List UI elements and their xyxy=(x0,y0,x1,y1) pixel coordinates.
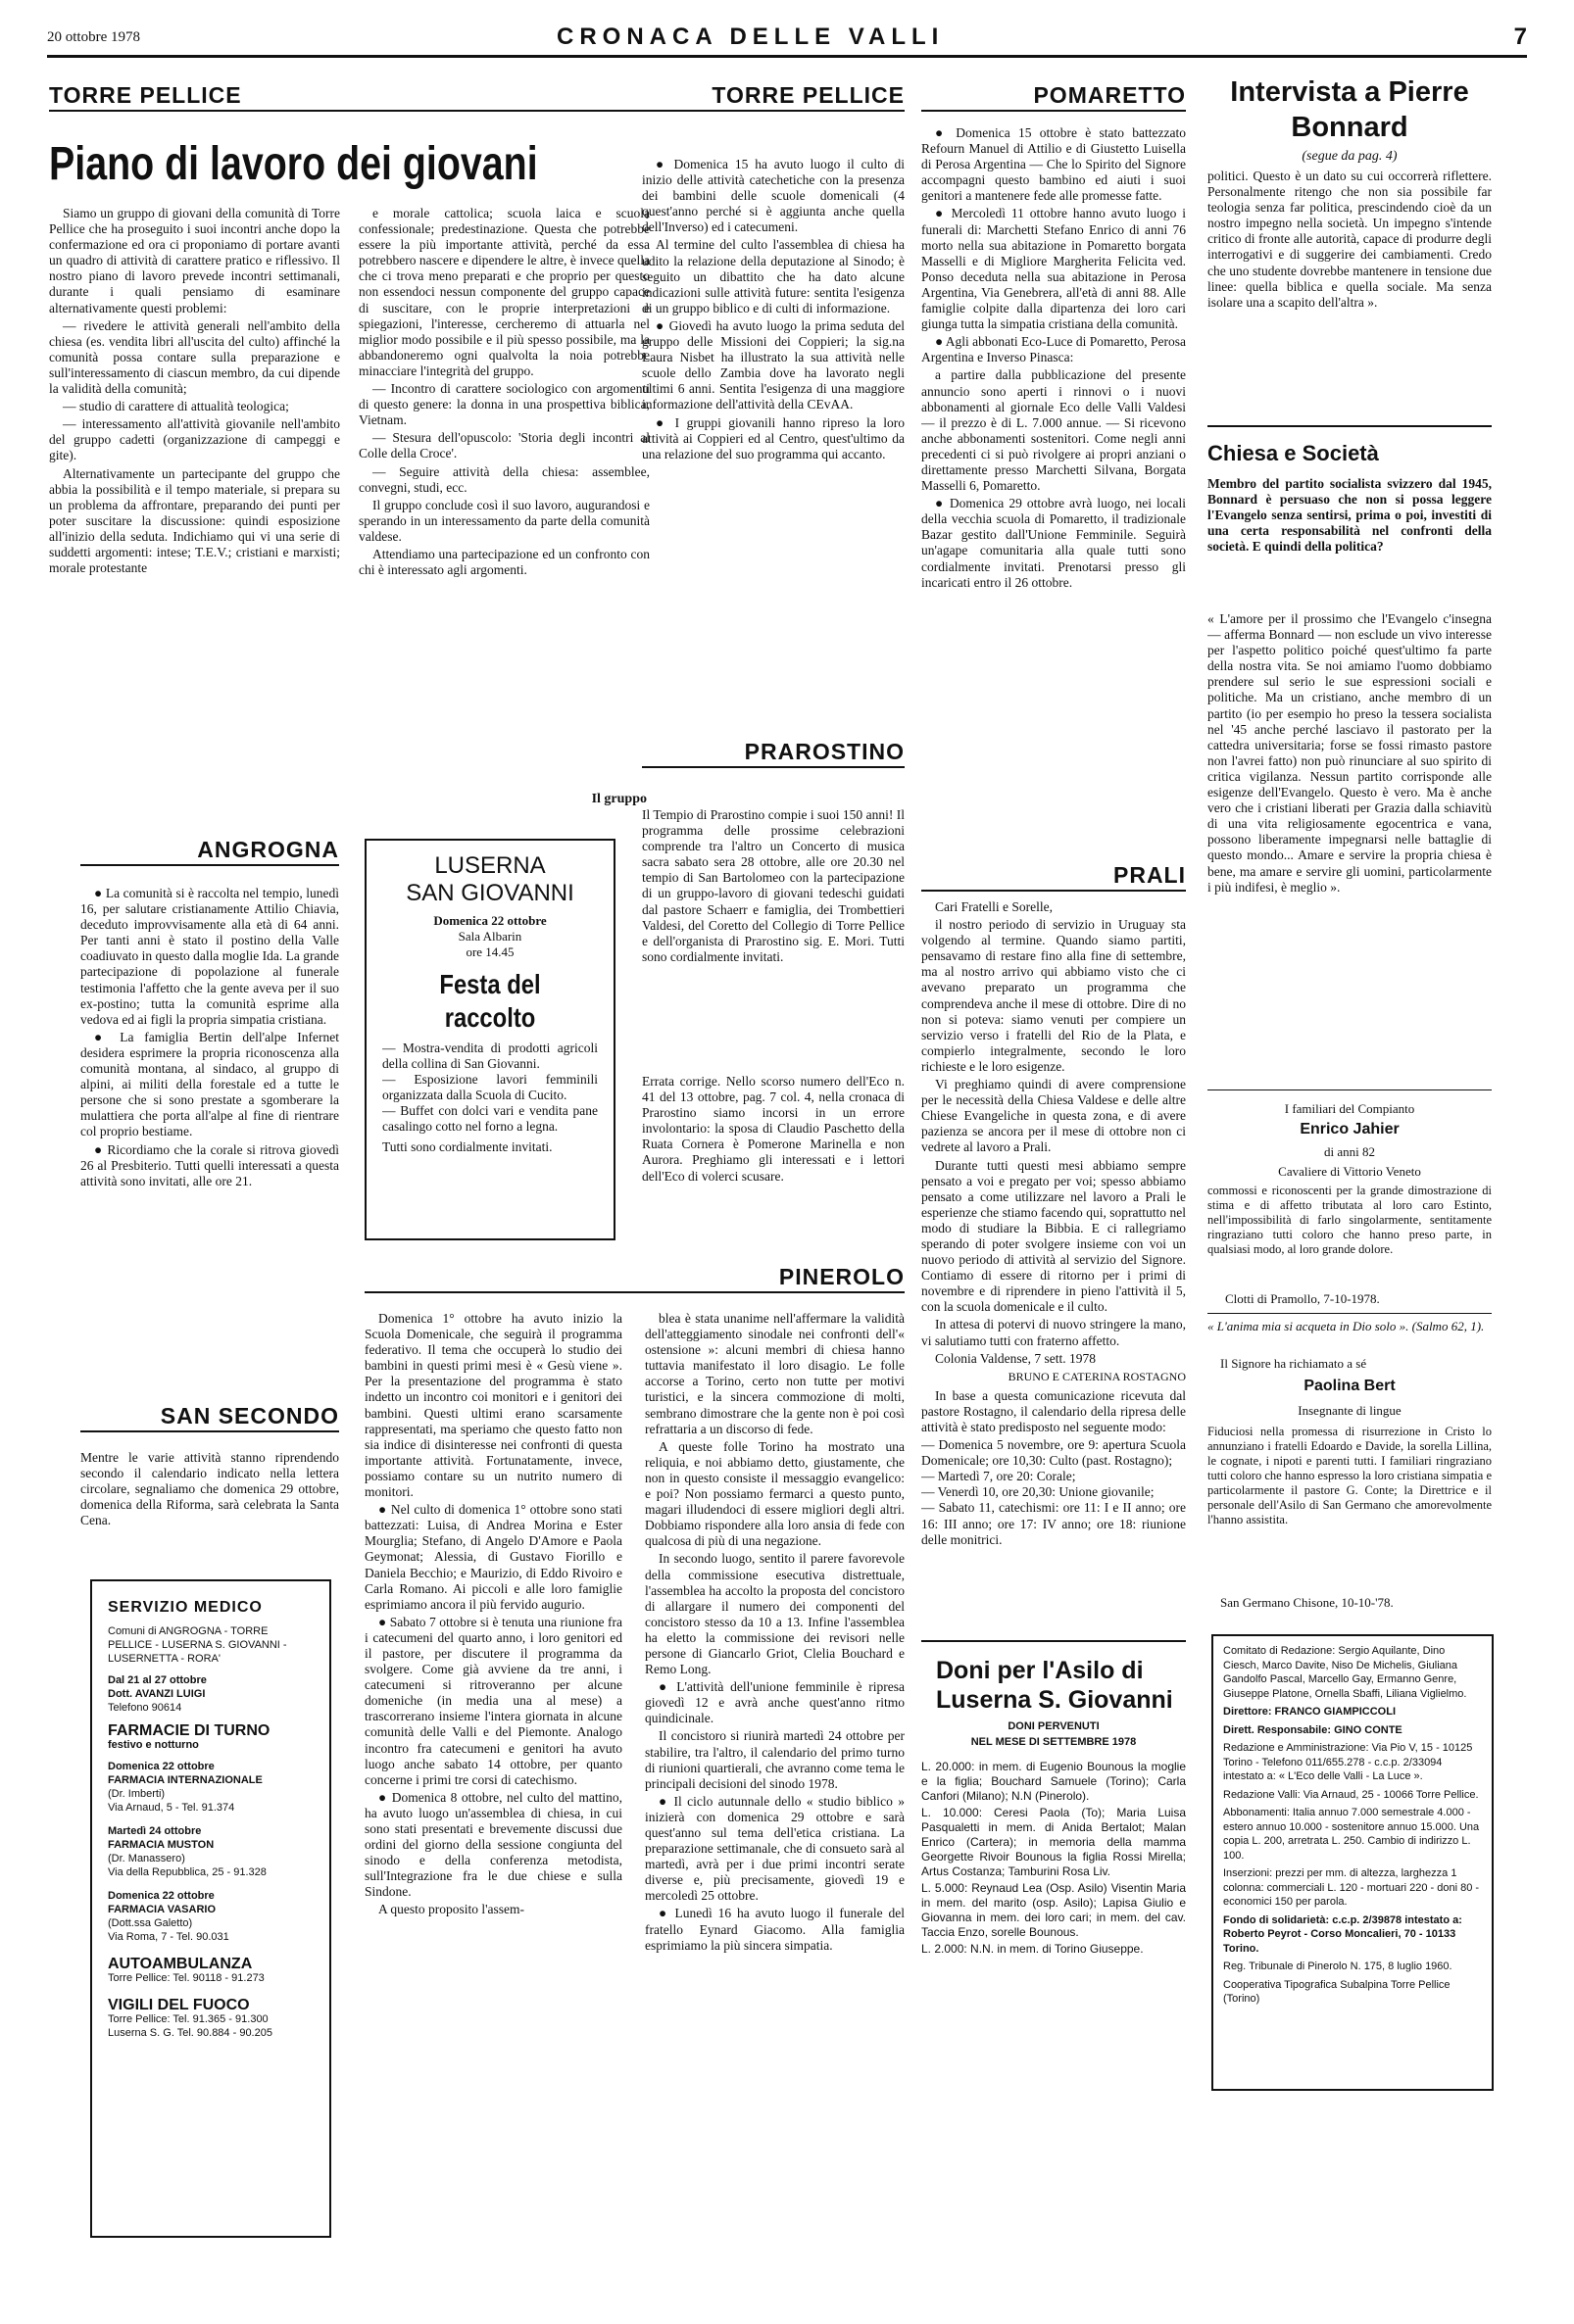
headline-piano-lavoro: Piano di lavoro dei giovani xyxy=(49,138,538,190)
redazione-line: Abbonamenti: Italia annuo 7.000 semestrale 4.000 - estero annuo 10.000 - sostenitore annuo 15.000. Una copia L. 200, arretrata L. 250. Cambio di indirizzo L. 100. xyxy=(1223,1807,1480,1862)
pomaretto-p: ● Mercoledì 11 ottobre hanno avuto luogo i funerali di: Marchetti Stefano Enrico di anni 76 morto nella sua abitazione in Pomaretto borgata Masselli e di Migliore Margherita Felicita ved. Ponso deceduta nella sua abitazione in Perosa Argentina, Via Genebrera, all'età di anni 88. Alle famiglie colpite dalla dipartenza dei loro cari giunga tutta la simpatia cristiana della comunità. xyxy=(921,206,1186,332)
luserna-headline: Festa del raccolto xyxy=(439,969,541,1033)
torre-col2-p: — Incontro di carattere sociologico con argomenti di questo genere: la donna in una prospettiva biblica, Vietnam. xyxy=(359,381,650,428)
masthead-date: 20 ottobre 1978 xyxy=(47,29,140,45)
servizio-phone: Telefono 90614 xyxy=(108,1702,182,1714)
chiesa-rule xyxy=(1207,1089,1492,1090)
prali-list-item: — Venerdì 10, ore 20,30: Unione giovanile; xyxy=(921,1484,1155,1500)
f2-addr: Via della Repubblica, 25 - 91.328 xyxy=(108,1866,267,1878)
luserna-l1: LUSERNA xyxy=(434,852,546,879)
redazione-line: Inserzioni: prezzi per mm. di altezza, larghezza 1 colonna: commerciali L. 120 - mortuari 220 - doni 80 - economici 150 per parola. xyxy=(1223,1867,1480,1908)
signature-il-gruppo: Il gruppo xyxy=(591,792,647,806)
pinerolo-col2-p: ● Il ciclo autunnale dello « studio biblico » inizierà con domenica 29 ottobre e sarà quest'anno sul tema dell'etica cristiana. La preparazione settimanale, che di consueto sarà al martedì, avrà per i due primi incontri serate diverse e, più precisamente, giovedì 19 e mercoledì 25 ottobre. xyxy=(645,1793,905,1904)
luserna-item: — Mostra-vendita di prodotti agricoli della collina di San Giovanni. xyxy=(382,1041,598,1072)
pomaretto-p: ● Domenica 15 ottobre è stato battezzato Refourn Manuel di Attilio e di Giustetto Luisella di Perosa Argentina — Che lo Spirito del Signore accompagni questo bambino ed aiuti i suoi genitori a mantenere fede alle promesse fatte. xyxy=(921,125,1186,204)
redazione-line: Reg. Tribunale di Pinerolo N. 175, 8 luglio 1960. xyxy=(1223,1961,1452,1972)
luserna-item: — Buffet con dolci vari e vendita pane casalingo cotto nel forno a legna. xyxy=(382,1103,598,1135)
prali-p: In attesa di potervi di nuovo stringere la mano, vi salutiamo tutti con fraterno affetto. xyxy=(921,1317,1186,1348)
pomaretto-p: a partire dalla pubblicazione del presente annuncio sono aperti i rinnovi o i nuovi abbonamenti al giornale Eco delle Valli Valdesi — il prezzo è di L. 7.000 annue. — Si ricevono anche abbonamenti sostenitori. Come negli anni precedenti ci si può rivolgere ai propri anziani o direttamente presso Marchetti Silvana, Borgata Masselli 6, Pomaretto. xyxy=(921,367,1186,494)
angrogna-p: ● La comunità si è raccolta nel tempio, lunedì 16, per salutare cristianamente Attilio Chiavia, deceduto improvvisamente alla età di 64 anni. Per tanti anni è stato il postino della Valle coadiuvato in questo dalla moglie Ida. La grande partecipazione di popolazione al funerale testimonia l'affetto che la gente aveva per il suo ex-postino; tutta la comunità esprime alla vedova ed ai figli la propria simpatia cristiana. xyxy=(80,886,339,1027)
chiesa-title: Chiesa e Società xyxy=(1207,441,1379,465)
page-number: 7 xyxy=(1513,24,1527,50)
prarostino-errata: Errata corrige. Nello scorso numero dell'Eco n. 41 del 13 ottobre, pag. 7 col. 4, nella cronaca di Prarostino siamo incorsi in un errore involontario: la sposa di Claudio Paschetto della Ruata Cornera è Pomerone Marinella e non Aurora. Preghiamo gli interessati e i lettori dell'Eco di volerci scusare. xyxy=(642,1074,905,1184)
pinerolo-col2-p: Il concistoro si riunirà martedì 24 ottobre per stabilire, tra l'altro, il calendario del primo turno di riunioni quartierali, che avranno come tema le principali decisioni del sinodo 1978. xyxy=(645,1728,905,1791)
torre-col1 xyxy=(49,206,340,813)
f3-name: FARMACIA VASARIO xyxy=(108,1904,216,1915)
redazione-line: Redazione e Amministrazione: Via Pio V, 15 - 10125 Torino - Telefono 011/655.278 - c.c.p. 2/33094 intestato a: « L'Eco delle Valli - La Luce ». xyxy=(1223,1742,1473,1782)
jahier-age: di anni 82 xyxy=(1324,1144,1375,1159)
prali-p: Durante tutti questi mesi abbiamo sempre pensato a voi e pregato per voi; spesso abbiamo pensato a come utilizzare nel lavoro a Prali le esperienze che stiamo facendo qui, soprattutto nel modo di studiare la Bibbia. E ci rallegriamo sperando di poter svolgere insieme con voi un nuovo periodo di attività al servizio del Signore. Contiamo di essere di ritorno per i primi di novembre e di riprendere in pieno l'attività il 5, con la scuola domenicale e il culto. xyxy=(921,1157,1186,1315)
section-pomaretto: POMARETTO xyxy=(921,80,1186,112)
bert-l1: Il Signore ha richiamato a sé xyxy=(1220,1356,1367,1371)
torre-right-p: ● Giovedì ha avuto luogo la prima seduta del gruppo delle Missioni dei Coppieri; la sig.na Laura Nisbet ha illustrato la sua attività nelle scuole dello Zambia dove ha lavorato negli ultimi 6 anni. Sentita l'esigenza di una maggiore informazione dell'attività della CEvAA. xyxy=(642,317,905,412)
servizio-area: Comuni di ANGROGNA - TORRE PELLICE - LUSERNA S. GIOVANNI - LUSERNETTA - RORA' xyxy=(108,1625,287,1665)
redazione-line: Dirett. Responsabile: GINO CONTE xyxy=(1223,1723,1402,1736)
masthead xyxy=(47,20,1527,59)
prali-col xyxy=(921,899,1186,1605)
f1-addr: Via Arnaud, 5 - Tel. 91.374 xyxy=(108,1802,235,1814)
chiesa-lead: Membro del partito socialista svizzero dal 1945, Bonnard è persuaso che non si possa leggere l'Evangelo senza sentirsi, prima o poi, investiti di una certa responsabilità nel confronti della società. E quindi della politica? xyxy=(1207,476,1492,555)
prali-sign: BRUNO E CATERINA ROSTAGNO xyxy=(1008,1369,1186,1383)
luserna-place: Sala Albarin xyxy=(458,929,522,944)
bert-role: Insegnante di lingue xyxy=(1298,1403,1402,1418)
prali-list-item: — Sabato 11, catechismi: ore 11: I e II anno; ore 16: III anno; ore 17: IV anno; ore 18: riunione delle monitrici. xyxy=(921,1500,1186,1547)
pinerolo-col2-p: In secondo luogo, sentito il parere favorevole della commissione esecutiva distrettuale, l'assemblea ha accolto la proposta del concistoro di allargare il numero dei componenti del concistoro stesso da 10 a 13. Infine l'assemblea ha eletto la commissione dei revisori nelle persone di Giancarlo Griot, Clelia Bouchard e Remo Long. xyxy=(645,1551,905,1677)
section-angrogna: ANGROGNA xyxy=(80,835,339,866)
redazione-line: Cooperativa Tipografica Subalpina Torre Pellice (Torino) xyxy=(1223,1978,1451,2005)
pinerolo-col1 xyxy=(365,1311,622,2291)
pinerolo-col1-p: ● Sabato 7 ottobre si è tenuta una riunione fra i catecumeni del quarto anno, i loro genitori ed il pastore, per discutere il programma da svolgere. Come già avviene da tre anni, i catecumeni si ritroveranno per alcune domeniche (in media una al mese) a trascorrerano insieme l'intera giornata in alcune comunità delle Valli e del Piemonte. Analogo incontro fra catecumeni e genitori ha avuto luogo anche sabato 14 ottobre, per quanto concerne i primi tre corsi di catechismo. xyxy=(365,1614,622,1787)
section-prarostino: PRAROSTINO xyxy=(642,737,905,768)
f1-name: FARMACIA INTERNAZIONALE xyxy=(108,1774,263,1786)
doni-title: Doni per l'Asilo di Luserna S. Giovanni xyxy=(936,1657,1173,1714)
f2-date: Martedì 24 ottobre xyxy=(108,1825,202,1837)
luserna-time: ore 14.45 xyxy=(466,944,515,959)
section-torre-pellice-2: TORRE PELLICE xyxy=(642,80,905,112)
torre-col1-p: — rivedere le attività generali nell'ambito della chiesa (es. vendita libri all'uscita del culto) affinché la comunità possa contare sulla preparazione e sull'interessamento di ciascun membro, da cui dipende la validità della comunità; xyxy=(49,317,340,397)
torre-col2 xyxy=(359,206,650,794)
servizio-title: SERVIZIO MEDICO xyxy=(108,1599,263,1616)
torre-col2-p: Attendiamo una partecipazione ed un confronto con chi è interessato agli argomenti. xyxy=(359,546,650,578)
jahier-title: Cavaliere di Vittorio Veneto xyxy=(1278,1164,1421,1179)
chiesa-text: « L'amore per il prossimo che l'Evangelo c'insegna — afferma Bonnard — non esclude un vivo interesse per l'aspetto politico poiché quest'ultimo fa parte della nostra vita. Se noi amiamo l'uomo dobbiamo prendere sul serio le sue espressioni sociali e politiche. Ma un cristiano, anche membro di un partito (io per esempio ho preso la tessera socialista nel '45 anche perché lasciavo il pastorato per la cattedra universitaria; forse se fossi rimasto pastore non l'avrei fatto) non può rinunciare al suo spirito di critica vigilanza. Nessun partito corrisponde alle esigenze dell'Evangelo. Questo è vero. Ma è anche vero che i cristiani liberati per Grazia dalla schiavitù di una vita religiosamente egocentrica e vana, possono liberamente impegnarsi nelle battaglie di questo mondo... Amare e servire la propria chiesa è bene, ma amare e servire gli uomini, particolarmente i più indifesi, è meglio ». xyxy=(1207,611,1492,895)
torre-col2-p: Il gruppo conclude così il suo lavoro, augurandosi e sperando in un interessamento da parte della comunità valdese. xyxy=(359,497,650,544)
torre-right-p: ● Domenica 15 ha avuto luogo il culto di inizio delle attività catechetiche con la presenza dei bambini delle scuole domenicali (4 quest'anno perché si è aggiunta anche quella dell'Inverso) ed i catecumeni. xyxy=(642,157,905,235)
prali-after: In base a questa comunicazione ricevuta dal pastore Rostagno, il calendario della ripresa delle attività è stato predisposto nel seguente modo: xyxy=(921,1387,1186,1434)
jahier-name: Enrico Jahier xyxy=(1300,1121,1400,1138)
luserna-box xyxy=(365,839,615,1240)
torre-right-p: ● I gruppi giovanili hanno ripreso la loro attività ai Coppieri ed al Centro, quest'ultimo da una relazione del suo programma qui accanto. xyxy=(642,414,905,461)
f2-name: FARMACIA MUSTON xyxy=(108,1839,215,1851)
redazione-box xyxy=(1211,1634,1494,2091)
bert-name: Paolina Bert xyxy=(1303,1378,1396,1394)
jahier-l1: I familiari del Compianto xyxy=(1284,1101,1415,1116)
vigili-title: VIGILI DEL FUOCO xyxy=(108,1997,250,2013)
pinerolo-col1-p: A questo proposito l'assem- xyxy=(378,1902,525,1917)
bert-text: Fiduciosi nella promessa di risurrezione in Cristo lo annunziano i fratelli Edoardo e Davide, la sorella Lillina, le cognate, i nipoti e parenti tutti. I familiari ringraziano tutti coloro che hanno espresso la loro cristiana simpatia e particolarmente il pastore G. Conte; la Direttrice e il personale dell'Asilo di San Germano che amorevolmente l'hanno assistita. xyxy=(1207,1425,1492,1526)
intervista-rule xyxy=(1207,425,1492,427)
pomaretto-p: ● Domenica 29 ottobre avrà luogo, nei locali della vecchia scuola di Pomaretto, il tradizionale Bazar gestito dall'Unione Femminile. Seguirà un'agape comunitaria alla quale tutti sono cordialmente invitati. Prenotarsi presso gli incaricati entro il 26 ottobre. xyxy=(921,496,1186,590)
pinerolo-col1-p: Domenica 1° ottobre ha avuto inizio la Scuola Domenicale, che seguirà il programma federativo. Il tema che occuperà lo studio dei bambini in questi primi mesi è « Gesù viene ». Per la presentazione del programma è stato indetto un incontro coi monitori e i genitori dei bambini. Questi ultimi erano scarsamente rappresentati, ma speriamo che questo fatto non sia indice di disinteresse nei confronti di questa importante attività. Fortunatamente, invece, possiamo contare su un nutrito numero di monitori. xyxy=(365,1311,622,1500)
prarostino-text: Il Tempio di Prarostino compie i suoi 150 anni! Il programma delle prossime celebrazioni comprende tra l'altro un Concerto di musica sacra sabato sera 28 ottobre, alle ore 20.30 nel tempio di San Bartolomeo con la partecipazione di un gruppo-lavoro di giovani tedeschi guidati dal pastore Schaerr e famiglia, dei Trombettieri Valdesi, del Coretto del Collegio di Torre Pellice e dell'organista di Prarostino sig. E. Mori. Tutti sono cordialmente invitati. xyxy=(642,807,905,964)
prali-list-item: — Martedì 7, ore 20: Corale; xyxy=(921,1469,1076,1484)
angrogna-p: ● Ricordiamo che la corale si ritrova giovedì 26 al Presbiterio. Tutti quelli interessati a questa attività sono invitati, alle ore 21. xyxy=(80,1141,339,1188)
section-san-secondo: SAN SECONDO xyxy=(80,1401,339,1432)
torre-col2-p: — Stesura dell'opuscolo: 'Storia degli incontri al Colle della Croce'. xyxy=(359,430,650,461)
torre-right-col xyxy=(642,157,905,725)
ambulanza-title: AUTOAMBULANZA xyxy=(108,1956,253,1972)
prali-p: Cari Fratelli e Sorelle, xyxy=(935,899,1053,914)
pinerolo-col2 xyxy=(645,1311,905,2291)
torre-col1-p: Alternativamente un partecipante del gruppo che abbia la possibilità e il tempo materiale, si prepara su un problema da affrontare, preparando dei punti per poter suscitare la discussione: quindi esposizione all'inizio della seduta. Indichiamo qui vi una serie di suddetti argomenti: intese; T.E.V.; cristiani e marxisti; morale protestante xyxy=(49,465,340,576)
vigili-line-1: Torre Pellice: Tel. 91.365 - 91.300 xyxy=(108,2013,269,2025)
luserna-footer: Tutti sono cordialmente invitati. xyxy=(382,1138,553,1154)
torre-col2-p: e morale cattolica; scuola laica e scuola confessionale; predestinazione. Questa che potrebbe essere la più importante attività, perché da essa potrebbero nascere e dipendere le altre, è invece quella che ci trova meno preparati e che proprio per questo non essendoci nessun componente del gruppo capace di suscitare, con le proprie interpretazioni e spiegazioni, l'interesse, cercheremo di attuarla nel miglior modo possibile e il più spesso possibile, ma la abbandoneremo ogni qualvolta la noia potrebbe minacciare l'integrità del gruppo. xyxy=(359,206,650,378)
f3-doc: (Dott.ssa Galetto) xyxy=(108,1917,193,1929)
farmacie-title: FARMACIE DI TURNO xyxy=(108,1722,271,1739)
pinerolo-col2-p: ● L'attività dell'unione femminile è ripresa giovedì 12 e avrà anche quest'anno ritmo quindicinale. xyxy=(645,1679,905,1726)
torre-col1-p: — interessamento all'attività giovanile nell'ambito del gruppo cadetti (organizzazione di campeggi e gite). xyxy=(49,416,340,463)
f3-addr: Via Roma, 7 - Tel. 90.031 xyxy=(108,1931,229,1943)
pinerolo-col1-p: ● Domenica 8 ottobre, nel culto del mattino, ha avuto luogo un'assemblea di chiesa, in cui sono stati presentati e brevemente discussi due ordini del giorno della sessione congiunta del sinodo e della conferenza metodista, sull'Integrazione fra le due chiese e sulla Sindone. xyxy=(365,1789,622,1900)
prali-rule xyxy=(921,1640,1186,1642)
pinerolo-col2-p: A queste folle Torino ha mostrato una reliquia, e noi abbiamo detto, giustamente, che non in questo consiste il messaggio evangelico: e poi? Non possiamo fermarci a questo punto, magari illudendoci di essere migliori degli altri. Dobbiamo rispondere alla loro ansia di fede con qualcosa di più di una negazione. xyxy=(645,1438,905,1549)
f2-doc: (Dr. Manassero) xyxy=(108,1853,185,1864)
doni-item: L. 2.000: N.N. in mem. di Torino Giuseppe. xyxy=(921,1942,1144,1956)
bert-quote: « L'anima mia si acqueta in Dio solo ». (Salmo 62, 1). xyxy=(1207,1319,1485,1333)
prali-list-item: — Domenica 5 novembre, ore 9: apertura Scuola Domenicale; ore 10,30: Culto (past. Rostagno); xyxy=(921,1437,1186,1469)
jahier-text: commossi e riconoscenti per la grande dimostrazione di stima e di affetto tributata al loro caro Estinto, nell'impossibilità di farlo singolarmente, sentitamente ringraziano tutti coloro che hanno preso parte, in qualsiasi modo, al loro grande dolore. xyxy=(1207,1184,1492,1256)
doni-list xyxy=(921,1760,1186,2289)
luserna-l2: SAN GIOVANNI xyxy=(406,880,574,906)
torre-col1-p: Siamo un gruppo di giovani della comunità di Torre Pellice che ha proseguito i suoi incontri anche dopo la confermazione ed ora ci proponiamo di portare avanti un quadro di attività di carattere pratico e riflessivo. Il nostro piano di lavoro prevede incontri settimanali, durante i quali pensiamo di esaminare alternativamente questi problemi: xyxy=(49,206,340,315)
redazione-line: Direttore: FRANCO GIAMPICCOLI xyxy=(1223,1706,1396,1718)
luserna-date: Domenica 22 ottobre xyxy=(433,913,547,928)
servizio-doctor: Dott. AVANZI LUIGI xyxy=(108,1688,206,1700)
servizio-dates: Dal 21 al 27 ottobre xyxy=(108,1674,207,1686)
pomaretto-p: ● Agli abbonati Eco-Luce di Pomaretto, Perosa Argentina e Inverso Pinasca: xyxy=(921,334,1186,365)
jahier-rule xyxy=(1207,1313,1492,1314)
ambulanza-text: Torre Pellice: Tel. 90118 - 91.273 xyxy=(108,1972,265,1984)
torre-right-p: Al termine del culto l'assemblea di chiesa ha udito la relazione della deputazione al Sinodo; è seguito un dibattito che ha dato alcune indicazioni sulle attività future: sentita l'esigenza di un gruppo biblico e di culti di informazione. xyxy=(642,237,905,315)
intervista-title: Intervista a Pierre Bonnard xyxy=(1230,76,1469,143)
intervista-cont: (segue da pag. 4) xyxy=(1302,149,1398,164)
pinerolo-col1-p: ● Nel culto di domenica 1° ottobre sono stati battezzati: Luisa, di Andrea Morina e Ester Mourglia; Stefano, di Angelo D'Amore e Paola Geymonat; Alessia, di Gustavo Fiorillo e Daniela Becchio; e Maurizio, di Eddo Rivoiro e Carla Romano. Ai piccoli e alle loro famiglie esprimiamo ancora il più fervido augurio. xyxy=(365,1502,622,1612)
servizio-box xyxy=(90,1579,331,2238)
pinerolo-col2-p: ● Lunedì 16 ha avuto luogo il funerale del fratello Eynard Giacomo. Alla famiglia esprimiamo la più sincera simpatia. xyxy=(645,1906,905,1953)
pinerolo-col2-p: blea è stata unanime nell'affermare la validità dell'atteggiamento sinodale nei confronti dell'« ostensione »: alcuni membri di chiesa hanno tuttavia manifestato il loro disagio. Le folle accorse a Torino, certo non tutte per motivi turistici, e la sincera commozione di molti, sembrano dimostrare che la gente non è poi così refrattaria a un discorso di fede. xyxy=(645,1311,905,1436)
bert-sign: San Germano Chisone, 10-10-'78. xyxy=(1220,1595,1394,1610)
masthead-title: CRONACA DELLE VALLI xyxy=(557,24,945,50)
doni-sub2: NEL MESE DI SETTEMBRE 1978 xyxy=(970,1736,1137,1748)
redazione-line: Comitato di Redazione: Sergio Aquilante, Dino Ciesch, Marco Davite, Niso De Michelis, Giuliana Gandolfo Pascal, Marcello Gay, Ermanno Genre, Giuseppe Platone, Ornella Sbaffi, Liliana Viglielmo. xyxy=(1223,1645,1467,1700)
jahier-sign: Clotti di Pramollo, 7-10-1978. xyxy=(1225,1291,1380,1306)
section-torre-pellice: TORRE PELLICE xyxy=(49,80,642,112)
pomaretto-col xyxy=(921,125,1186,850)
prali-p: il nostro periodo di servizio in Uruguay sta volgendo al termine. Quando siamo partiti, pensavamo di restare fino alla fine di settembre, ma al nostro arrivo qui abbiamo visto che ci avevano preparato un programma che comprendeva anche il mese di ottobre. Dire di no non si poteva: siamo venuti per compiere un servizio verso i fratelli del Rio de la Plata, e compierlo integralmente, secondo le loro richieste e le loro esigenze. xyxy=(921,917,1186,1074)
intervista-text: politici. Questo è un dato su cui occorrerà riflettere. Personalmente ritengo che non sia possibile far teologia senza far politica, prescindendo cioè da un nostro impegno nella società. Un impegno s'intende critico di fronte alle autorità, capace di produrre degli interrogativi e di suggerire dei cambiamenti. Credo che uno studente dovrebbe mantenere in tensione due linee: quella biblica e quella sociale. Ma senza isolare una a scapito dell'altra ». xyxy=(1207,169,1492,310)
prali-p: Vi preghiamo quindi di avere comprensione per le necessità della Chiesa Valdese e delle altre Chiese Evangeliche in questa zona, e di avere pazienza se ancora per il mese di ottobre non ci vedrete al lavoro a Prali. xyxy=(921,1077,1186,1155)
san-secondo-text: Mentre le varie attività stanno riprendendo secondo il calendario indicato nella lettera circolare, segnaliamo che domenica 29 ottobre, domenica della Riforma, sarà celebrata la Santa Cena. xyxy=(80,1450,339,1528)
redazione-line: Fondo di solidarietà: c.c.p. 2/39878 intestato a: Roberto Peyrot - Corso Moncalieri, 70 - 10133 Torino. xyxy=(1223,1913,1462,1955)
vigili-line-2: Luserna S. G. Tel. 90.884 - 90.205 xyxy=(108,2027,272,2039)
redazione-line: Redazione Valli: Via Arnaud, 25 - 10066 Torre Pellice. xyxy=(1223,1788,1479,1801)
farmacie-sub: festivo e notturno xyxy=(108,1739,199,1751)
angrogna-p: ● La famiglia Bertin dell'alpe Infernet desidera esprimere la propria riconoscenza alla comunità montana, al sindaco, al gruppo di alpini, ai militi della forestale ed a tutte le persone che si sono prestate a sgomberare la mulattiera che porta all'alpe al fine di rientrare col proprio bestiame. xyxy=(80,1029,339,1139)
doni-item: L. 5.000: Reynaud Lea (Osp. Asilo) Visentin Maria in mem. del marito (osp. Asilo); Lapisa Giulio e Giovanna in mem. dei loro cari; in mem. del cav. Taccia Enzo, sorelle Bounous. xyxy=(921,1881,1186,1939)
angrogna-col xyxy=(80,886,339,1376)
section-prali: PRALI xyxy=(921,860,1186,892)
section-pinerolo: PINEROLO xyxy=(365,1262,905,1293)
doni-item: L. 10.000: Ceresi Paola (To); Maria Luisa Pasqualetti in mem. di Anida Bertalot; Malan Enrico (Cartera); in memoria della mamma Georgette Rivoir Bounous la figlia Rossi Mirella; Artus Costanza; Tamburini Rosa Liv. xyxy=(921,1806,1186,1878)
f1-date: Domenica 22 ottobre xyxy=(108,1761,215,1772)
torre-col1-p: — studio di carattere di attualità teologica; xyxy=(63,399,289,414)
prali-p: Colonia Valdense, 7 sett. 1978 xyxy=(935,1350,1096,1366)
doni-sub1: DONI PERVENUTI xyxy=(1008,1720,1100,1732)
f3-date: Domenica 22 ottobre xyxy=(108,1890,215,1902)
torre-col2-p: — Seguire attività della chiesa: assemblee, convegni, studi, ecc. xyxy=(359,463,650,495)
luserna-item: — Esposizione lavori femminili organizzata dalla Scuola di Cucito. xyxy=(382,1072,598,1103)
doni-item: L. 20.000: in mem. di Eugenio Bounous la moglie e la figlia; Bouchard Samuele (Torino); Carla Canfori (Milano); N.N (Pinerolo). xyxy=(921,1760,1186,1803)
masthead-rule xyxy=(47,55,1527,58)
f1-doc: (Dr. Imberti) xyxy=(108,1788,166,1800)
